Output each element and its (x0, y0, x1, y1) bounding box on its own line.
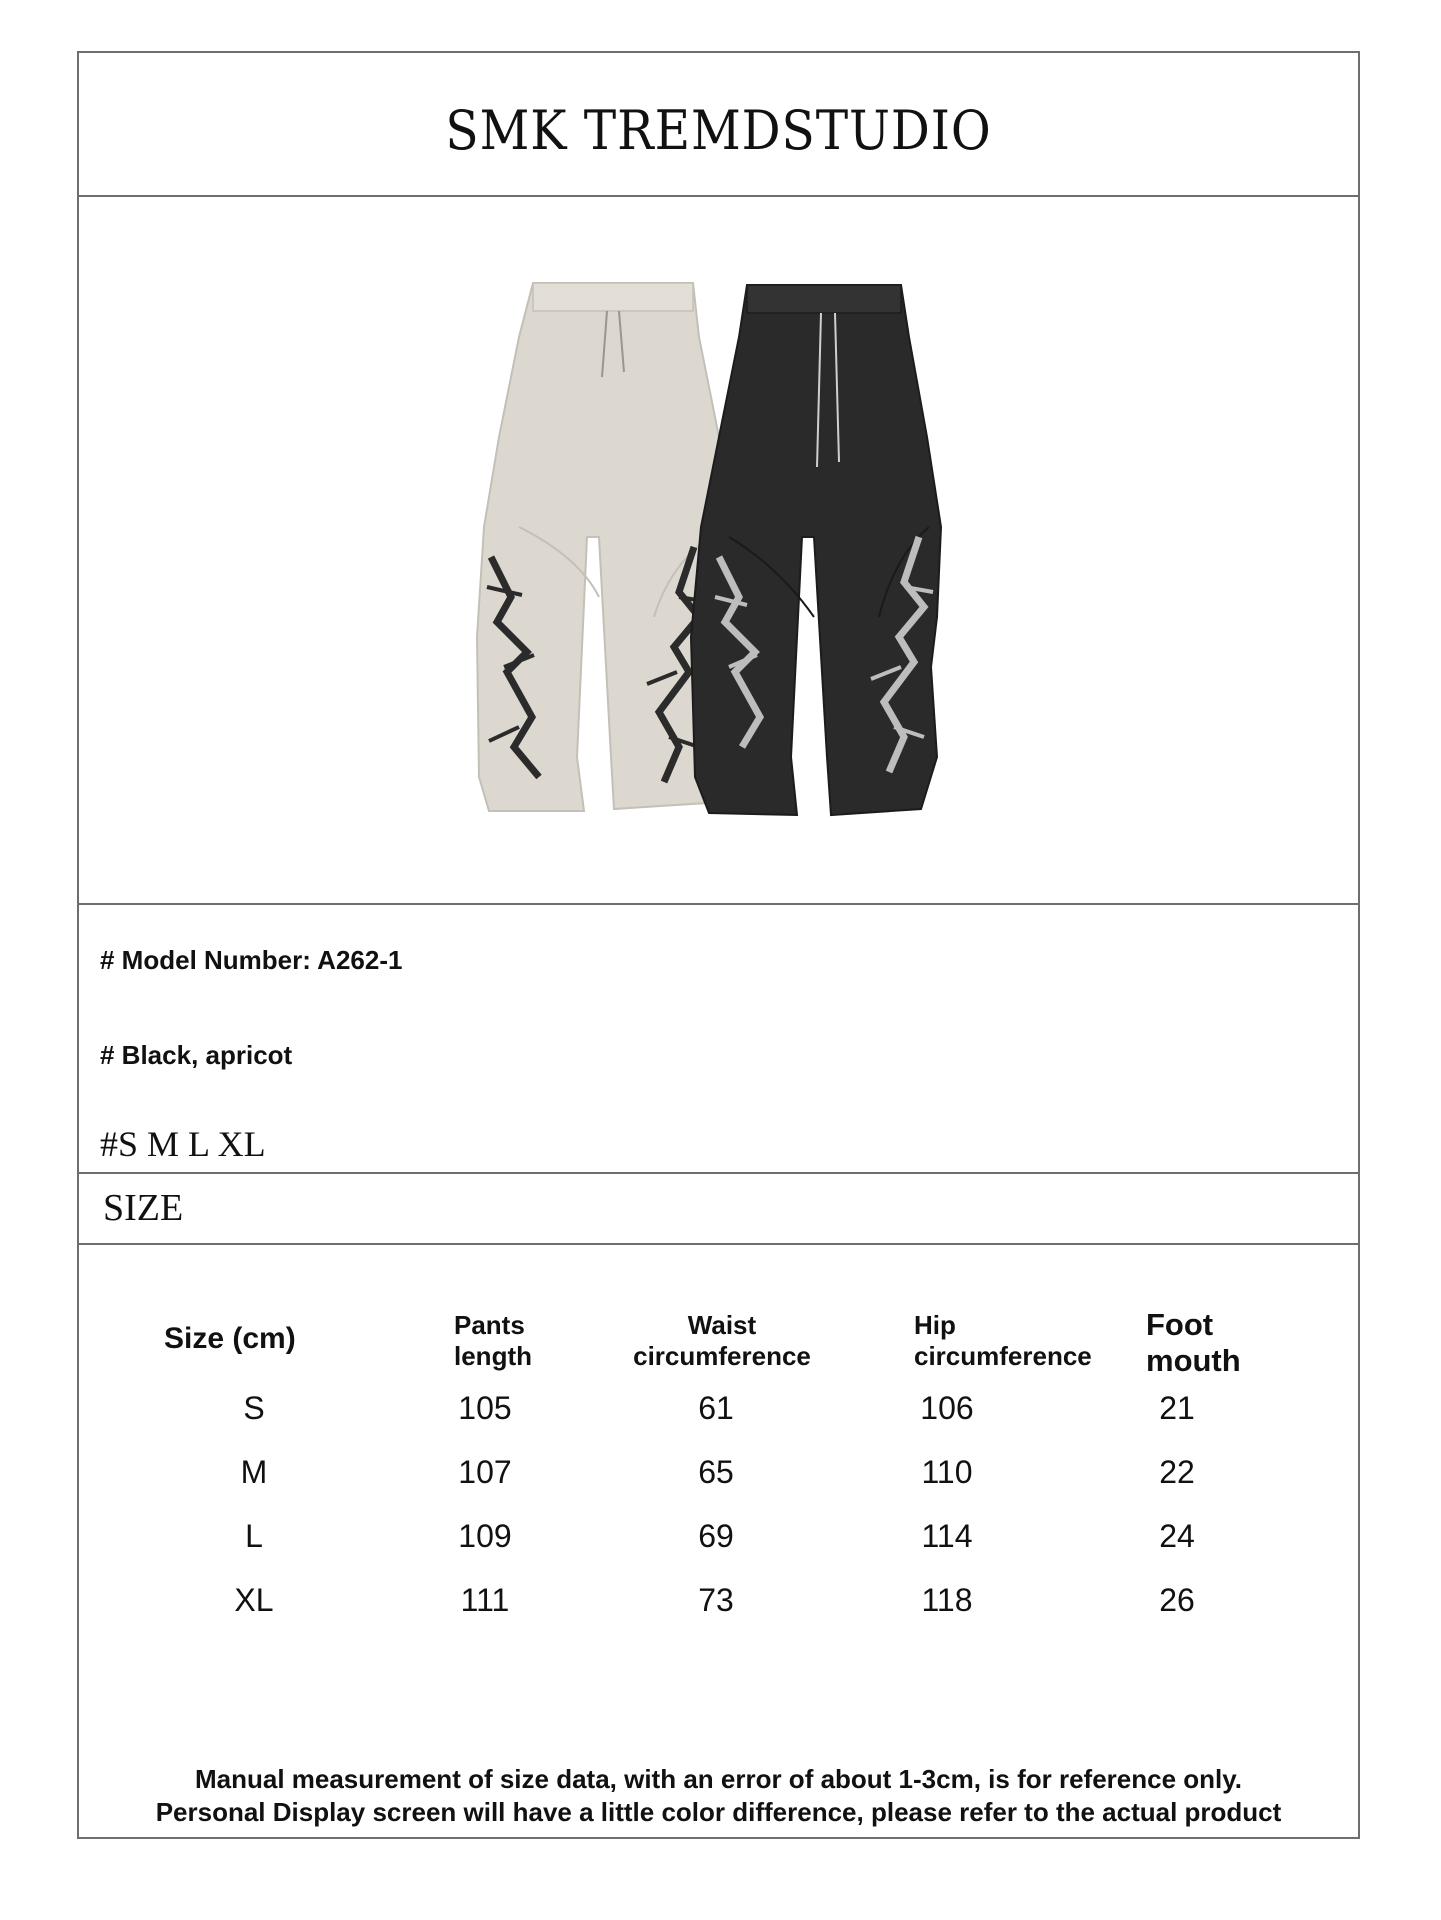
header-size: Size (cm) (164, 1322, 296, 1355)
color-note: Personal Display screen will have a little color difference, please refer to the actual product (155, 1797, 1282, 1827)
cell-size: L (245, 1518, 263, 1554)
header-foot-mouth: Foot mouth (1146, 1307, 1241, 1378)
cell-hip: 114 (921, 1518, 973, 1554)
header-hip: Hip circumference (914, 1310, 1092, 1371)
cell-pants-length: 111 (460, 1582, 510, 1618)
cell-size: S (243, 1390, 265, 1426)
cell-waist: 65 (698, 1454, 734, 1490)
cell-foot-mouth: 26 (1159, 1582, 1195, 1618)
cell-foot-mouth: 22 (1159, 1454, 1195, 1490)
cell-hip: 110 (921, 1454, 973, 1490)
cell-pants-length: 105 (458, 1390, 512, 1426)
model-number: # Model Number: A262-1 (100, 945, 403, 975)
header-waist: Waist circumference (633, 1310, 811, 1371)
cell-hip: 106 (920, 1390, 974, 1426)
header-pants-length: Pants length (454, 1310, 532, 1371)
color-options: # Black, apricot (100, 1040, 293, 1070)
cell-size: XL (234, 1582, 274, 1618)
size-table-block (79, 1245, 1358, 1839)
cell-hip: 118 (921, 1582, 973, 1618)
cell-waist: 61 (698, 1390, 734, 1426)
cell-foot-mouth: 24 (1159, 1518, 1195, 1554)
size-section-header (79, 1174, 1358, 1245)
spec-sheet (77, 51, 1360, 1839)
product-info (79, 905, 1358, 1174)
measurement-note: Manual measurement of size data, with an error of about 1-3cm, is for reference only. (194, 1764, 1242, 1794)
product-image-area (79, 197, 1358, 905)
cell-pants-length: 107 (458, 1454, 512, 1490)
black-pants (691, 285, 941, 815)
cell-foot-mouth: 21 (1159, 1390, 1195, 1426)
cell-pants-length: 109 (458, 1518, 512, 1554)
size-heading: SIZE (103, 1187, 184, 1229)
pants-product-image (79, 197, 1358, 903)
cell-size: M (240, 1454, 268, 1490)
brand-title: SMK TREMDSTUDIO (445, 99, 992, 162)
cell-waist: 73 (698, 1582, 734, 1618)
cell-waist: 69 (698, 1518, 734, 1554)
brand-header (79, 53, 1358, 197)
size-options: #S M L XL (100, 1124, 266, 1164)
